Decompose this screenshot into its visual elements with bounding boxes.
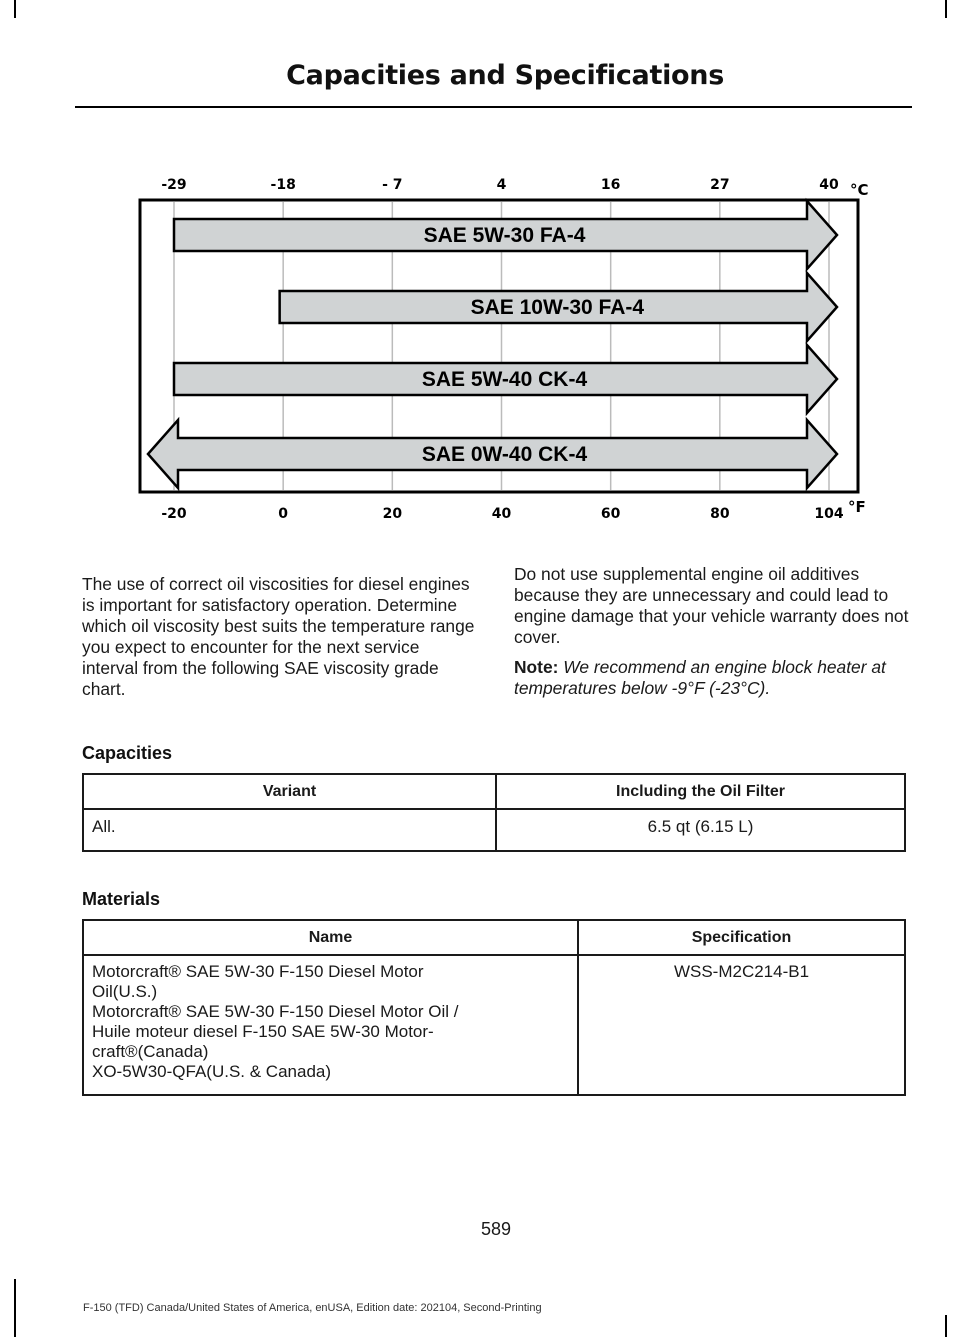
crop-mark-top-left	[14, 0, 16, 18]
celsius-tick-label: 16	[600, 177, 621, 193]
materials-table	[82, 919, 906, 1096]
capacities-table	[82, 773, 906, 852]
celsius-tick-label: 4	[496, 177, 507, 193]
material-name-cell	[83, 955, 578, 1095]
viscosity-chart-svg	[130, 165, 880, 530]
viscosity-bar-label: SAE 0W-40 CK-4	[421, 443, 588, 466]
celsius-axis	[161, 177, 839, 193]
materials-header-row	[83, 920, 905, 955]
crop-mark-top-right	[945, 0, 947, 18]
fahrenheit-axis	[161, 506, 844, 522]
variant-cell: All.	[83, 809, 496, 851]
intro-column	[82, 574, 478, 709]
celsius-tick-label: -29	[161, 177, 187, 193]
table-row	[83, 809, 905, 851]
fahrenheit-tick-label: 80	[710, 506, 730, 522]
note-text: We recommend an engine block heater at temperatures below -9°F (-23°C).	[514, 657, 886, 698]
viscosity-chart	[130, 165, 880, 530]
materials-heading: Materials	[82, 889, 161, 909]
celsius-tick-label: 27	[710, 177, 730, 193]
edition-footer: F-150 (TFD) Canada/United States of America, enUSA, Edition date: 202104, Second-Printing	[83, 1302, 542, 1314]
celsius-tick-label: 40	[819, 177, 839, 193]
additives-column	[514, 564, 910, 708]
material-name-line: Huile moteur diesel F-150 SAE 5W-30 Motor-	[92, 1022, 434, 1041]
table-row	[83, 955, 905, 1095]
title-rule	[75, 106, 912, 108]
column-header-variant: Variant	[83, 774, 496, 809]
intro-paragraph: The use of correct oil viscosities for diesel engines is important for satisfactory operation. Determine which oil viscosity best suits the temperature range you expect to encounter for the next service interval from the following SAE viscosity grade chart.	[82, 574, 475, 699]
capacities-header-row	[83, 774, 905, 809]
column-header-name: Name	[83, 920, 578, 955]
page-title: Capacities and Specifications	[286, 60, 724, 91]
viscosity-bar-label: SAE 5W-30 FA-4	[423, 224, 586, 247]
fahrenheit-tick-label: -20	[161, 506, 187, 522]
fahrenheit-tick-label: 40	[491, 506, 512, 522]
fahrenheit-tick-label: 0	[278, 506, 289, 522]
fahrenheit-tick-label: 60	[600, 506, 621, 522]
column-header-including-oil-filter: Including the Oil Filter	[496, 774, 905, 809]
viscosity-bar-label: SAE 10W-30 FA-4	[470, 296, 645, 319]
material-name-line: XO-5W30-QFA(U.S. & Canada)	[92, 1062, 332, 1081]
additives-paragraph: Do not use supplemental engine oil additives because they are unnecessary and could lead to engine damage that your vehicle warranty does not cover.	[514, 564, 909, 647]
material-specification-cell: WSS-M2C214-B1	[578, 955, 905, 1095]
fahrenheit-tick-label: 104	[814, 506, 844, 522]
material-name-line: Oil(U.S.)	[92, 982, 158, 1001]
fahrenheit-unit-label: °F	[848, 498, 866, 516]
viscosity-bar-label: SAE 5W-40 CK-4	[421, 368, 588, 391]
material-name-line: Motorcraft® SAE 5W-30 F-150 Diesel Motor Oil /	[92, 1002, 459, 1021]
note	[514, 657, 910, 699]
celsius-unit-label: °C	[850, 181, 869, 199]
capacity-cell: 6.5 qt (6.15 L)	[496, 809, 905, 851]
material-name-line: craft®(Canada)	[92, 1042, 209, 1061]
column-header-specification: Specification	[578, 920, 905, 955]
chart-bars	[148, 201, 837, 488]
note-label: Note:	[514, 657, 559, 677]
crop-mark-bottom-left	[14, 1279, 16, 1337]
material-name-line: Motorcraft® SAE 5W-30 F-150 Diesel Motor	[92, 962, 424, 981]
celsius-tick-label: - 7	[382, 177, 403, 193]
capacities-heading: Capacities	[82, 743, 173, 763]
page-number: 589	[480, 1219, 512, 1239]
crop-mark-bottom-right	[945, 1315, 947, 1337]
celsius-tick-label: -18	[270, 177, 296, 193]
fahrenheit-tick-label: 20	[382, 506, 403, 522]
